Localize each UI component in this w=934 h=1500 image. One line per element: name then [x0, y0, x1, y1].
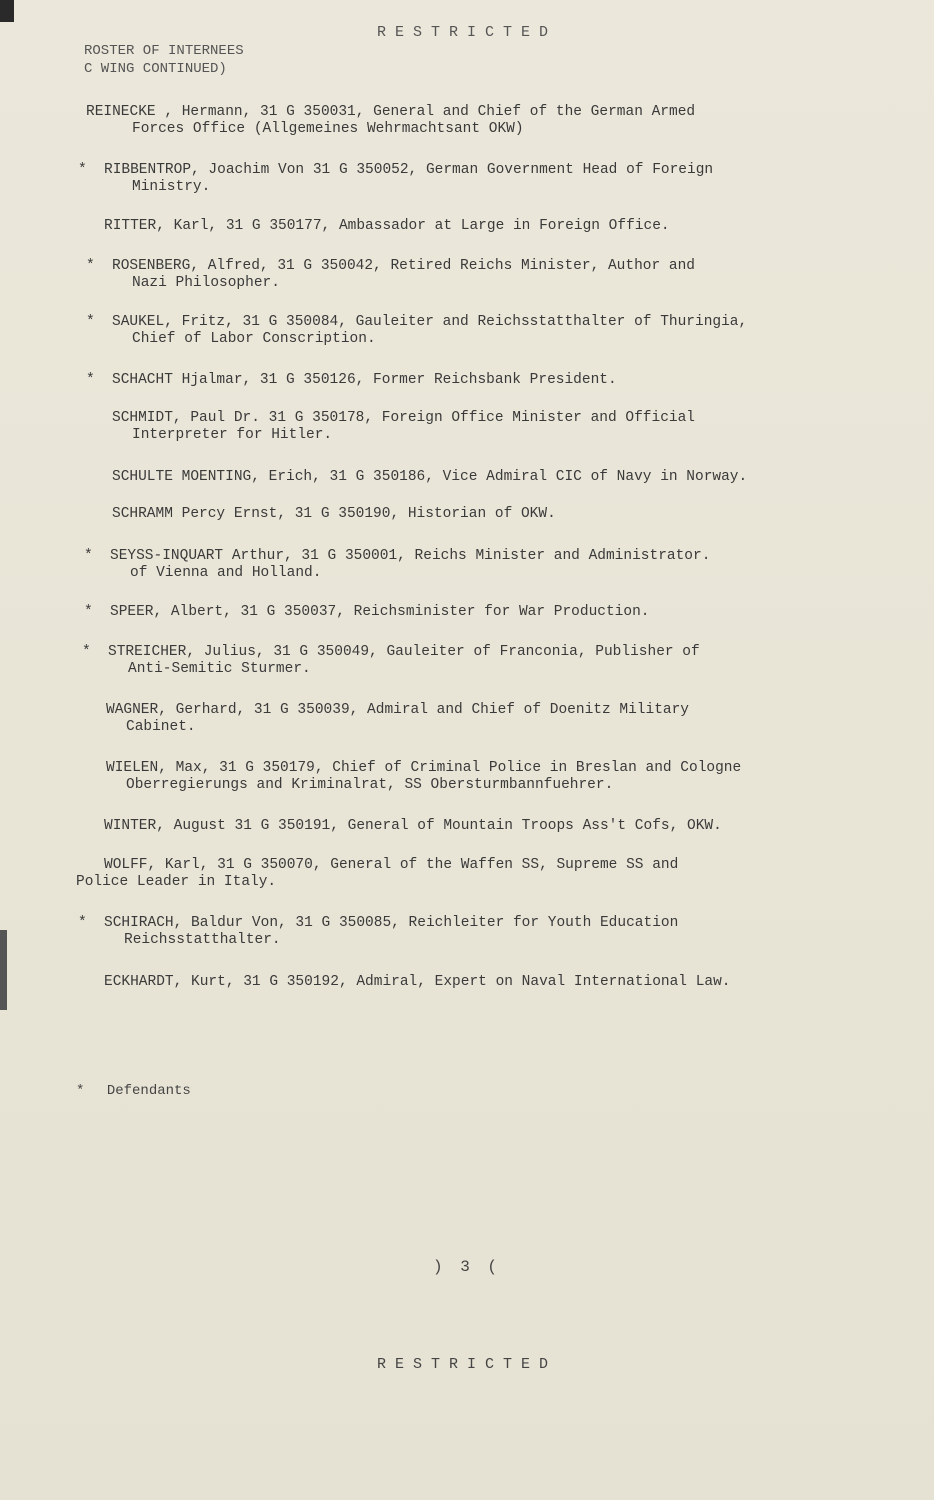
defendant-star: * — [78, 162, 87, 178]
entry-eckhardt — [104, 974, 731, 991]
entry-schmidt — [112, 410, 695, 444]
entry-line2: Reichsstatthalter. — [124, 932, 281, 948]
entry-line2: Police Leader in Italy. — [76, 874, 277, 890]
defendant-star: * — [84, 548, 93, 564]
entry-wielen — [106, 760, 741, 794]
entry-line1: SCHMIDT, Paul Dr. 31 G 350178, Foreign Office Minister and Official — [112, 410, 695, 426]
entry-line2: Forces Office (Allgemeines Wehrmachtsant OKW) — [132, 121, 524, 137]
defendant-star: * — [86, 372, 95, 388]
entry-wagner — [106, 702, 689, 736]
defendant-star: * — [78, 915, 87, 931]
entry-line1: ECKHARDT, Kurt, 31 G 350192, Admiral, Expert on Naval International Law. — [104, 974, 731, 990]
entry-schacht — [86, 372, 617, 389]
entry-wolff — [76, 857, 678, 891]
entry-line2: of Vienna and Holland. — [130, 565, 322, 581]
entry-line1: SCHULTE MOENTING, Erich, 31 G 350186, Vice Admiral CIC of Navy in Norway. — [112, 469, 748, 485]
entry-ribbentrop — [78, 162, 714, 196]
roster-title — [84, 42, 244, 78]
entry-line1: SEYSS-INQUART Arthur, 31 G 350001, Reichs Minister and Administrator. — [110, 548, 711, 564]
footnote-star: * — [76, 1083, 85, 1099]
entry-line2: Nazi Philosopher. — [132, 275, 280, 291]
entry-seyss-inquart — [84, 548, 711, 582]
defendant-star: * — [86, 258, 95, 274]
entry-line1: REINECKE , Hermann, 31 G 350031, General and Chief of the German Armed — [86, 104, 696, 120]
footnote-text: Defendants — [106, 1083, 191, 1099]
entry-winter — [104, 818, 722, 835]
entry-schramm — [112, 506, 556, 523]
entry-schulte-moenting — [112, 469, 747, 486]
entry-saukel — [86, 314, 748, 348]
entry-line2: Oberregierungs and Kriminalrat, SS Obersturmbannfuehrer. — [126, 777, 614, 793]
header-classification: RESTRICTED — [376, 24, 557, 41]
edge-mark-top — [0, 0, 14, 22]
entry-rosenberg — [86, 258, 695, 292]
entry-line2: Anti-Semitic Sturmer. — [128, 661, 311, 677]
roster-title-line2: C WING CONTINUED) — [84, 61, 227, 77]
entry-reinecke — [86, 104, 695, 138]
entry-line1: SCHRAMM Percy Ernst, 31 G 350190, Historian of OKW. — [112, 506, 556, 522]
edge-mark-side — [0, 930, 7, 1010]
entry-schirach — [78, 915, 679, 949]
entry-line1: SCHACHT Hjalmar, 31 G 350126, Former Reichsbank President. — [112, 372, 617, 388]
entry-line2: Cabinet. — [126, 719, 196, 735]
entry-streicher — [82, 644, 700, 678]
entry-line1: STREICHER, Julius, 31 G 350049, Gauleiter of Franconia, Publisher of — [108, 644, 700, 660]
roster-title-line1: ROSTER OF INTERNEES — [84, 43, 244, 59]
entry-line2: Chief of Labor Conscription. — [132, 331, 376, 347]
entry-speer — [84, 604, 650, 621]
defendant-star: * — [84, 604, 93, 620]
entry-line1: ROSENBERG, Alfred, 31 G 350042, Retired Reichs Minister, Author and — [112, 258, 695, 274]
entry-line1: SPEER, Albert, 31 G 350037, Reichsminister for War Production. — [110, 604, 650, 620]
entry-ritter — [104, 218, 670, 235]
entry-line1: WAGNER, Gerhard, 31 G 350039, Admiral and Chief of Doenitz Military — [106, 702, 689, 718]
footnote — [76, 1083, 191, 1099]
entry-line1: WINTER, August 31 G 350191, General of Mountain Troops Ass't Cofs, OKW. — [104, 818, 722, 834]
footer-classification: RESTRICTED — [376, 1356, 557, 1373]
entry-line1: SCHIRACH, Baldur Von, 31 G 350085, Reichleiter for Youth Education — [104, 915, 679, 931]
entry-line2: Interpreter for Hitler. — [132, 427, 333, 443]
entry-line1: RIBBENTROP, Joachim Von 31 G 350052, German Government Head of Foreign — [104, 162, 714, 178]
entry-line1: WIELEN, Max, 31 G 350179, Chief of Criminal Police in Breslan and Cologne — [106, 760, 742, 776]
entry-line1: SAUKEL, Fritz, 31 G 350084, Gauleiter and Reichsstatthalter of Thuringia, — [112, 314, 748, 330]
entry-line1: RITTER, Karl, 31 G 350177, Ambassador at Large in Foreign Office. — [104, 218, 670, 234]
defendant-star: * — [82, 644, 91, 660]
entry-line2: Ministry. — [132, 179, 211, 195]
page-number: ) 3 ( — [432, 1258, 501, 1276]
entry-line1: WOLFF, Karl, 31 G 350070, General of the Waffen SS, Supreme SS and — [104, 857, 679, 873]
defendant-star: * — [86, 314, 95, 330]
